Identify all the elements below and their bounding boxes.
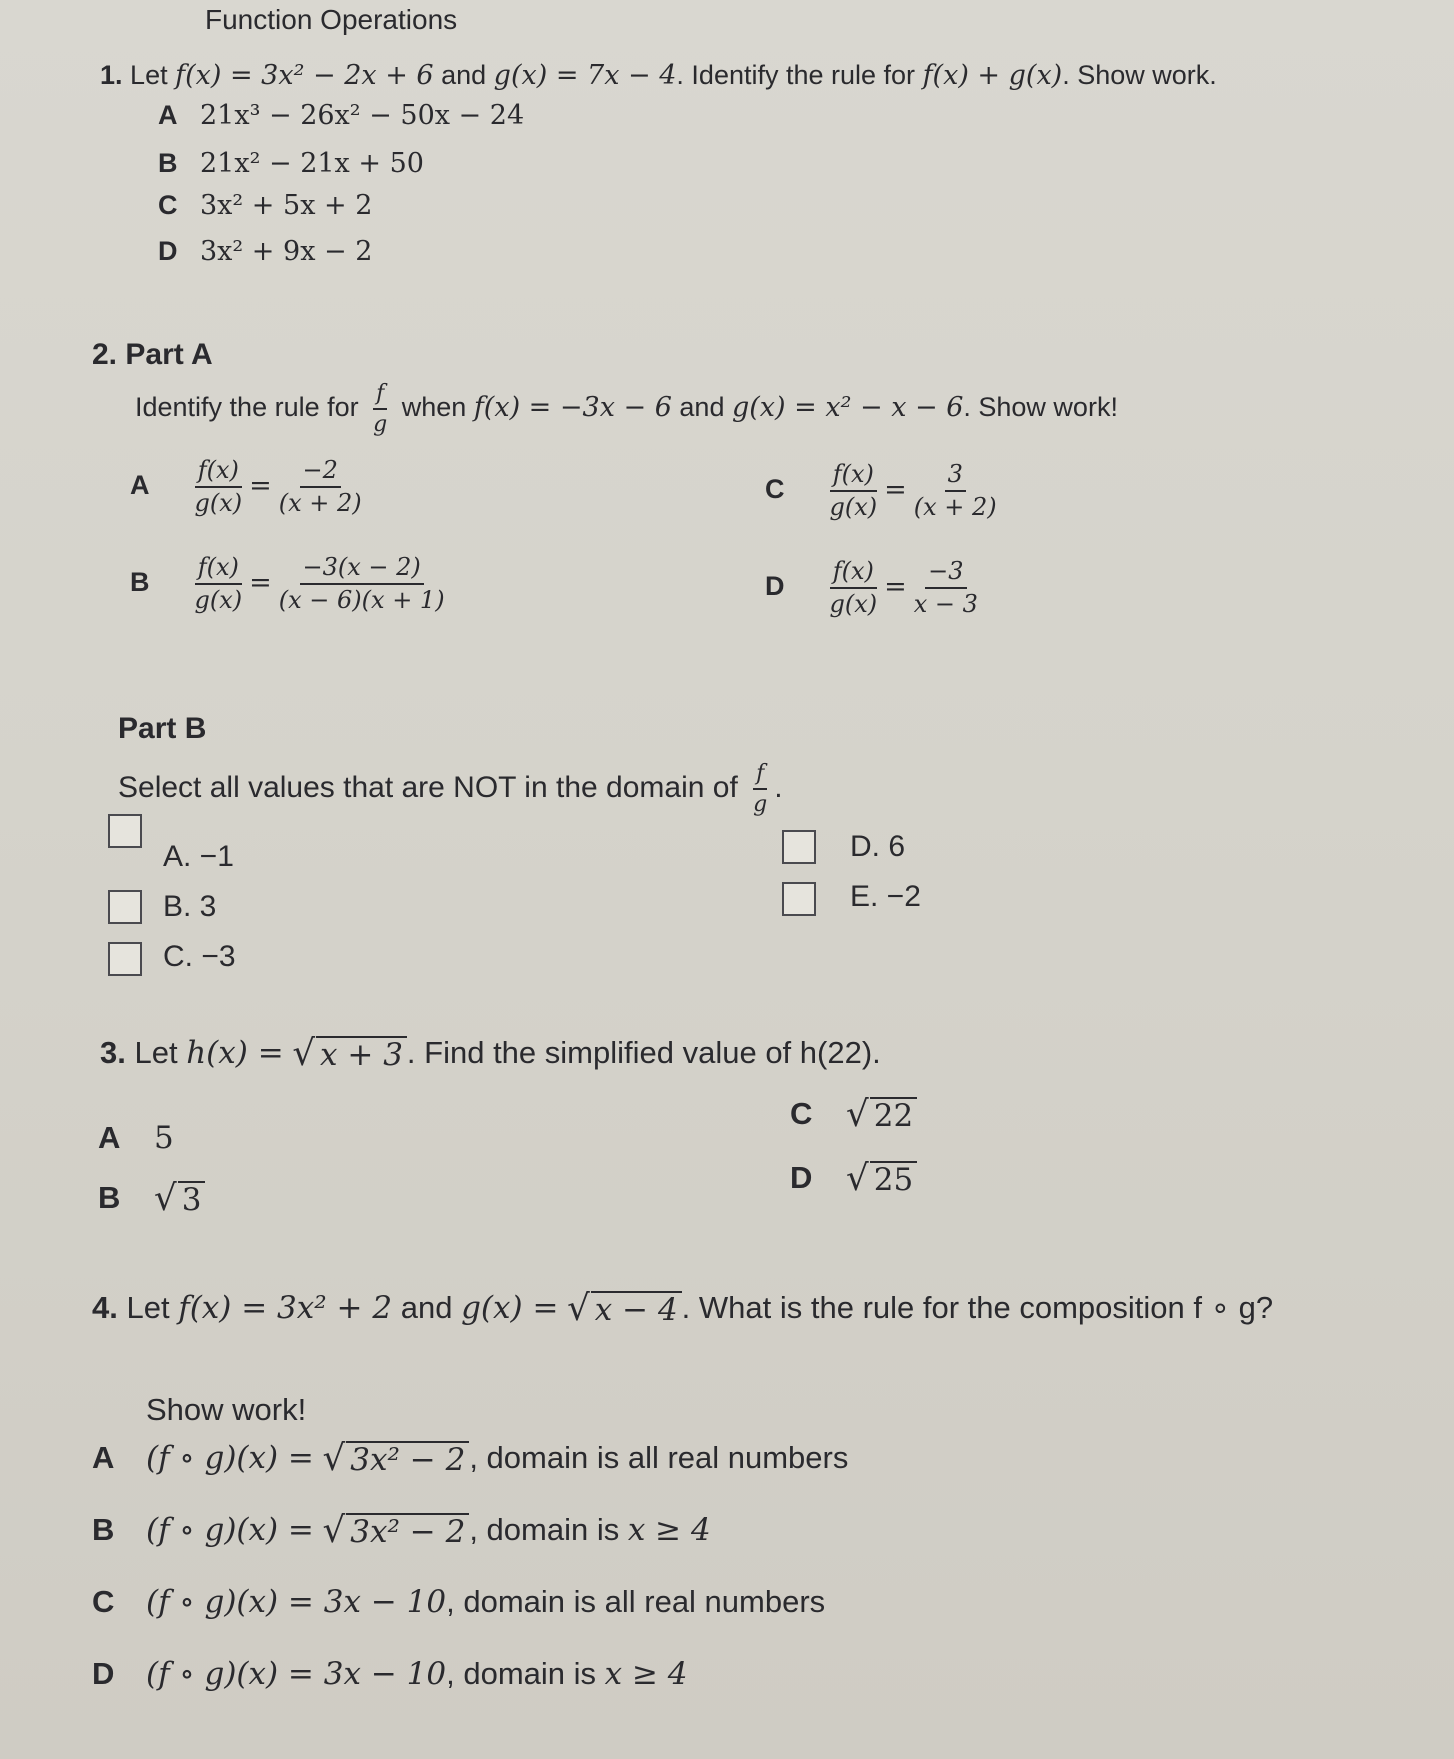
- q4-option-sqrt: √ 3x² − 2: [323, 1513, 470, 1551]
- q4-option-letter: D: [92, 1656, 115, 1691]
- q2-prompt-end: . Show work!: [963, 392, 1118, 423]
- q2-number: 2.: [92, 338, 118, 371]
- q3-option-letter: A: [98, 1120, 121, 1155]
- q1-option-d[interactable]: [158, 236, 372, 267]
- q2-and: and: [679, 392, 725, 423]
- q1-stem: [100, 60, 1217, 91]
- q3-stem: [100, 1032, 881, 1074]
- q2-lhs-fraction: $\frac{f(x)}{g(x)}$: [194, 553, 243, 615]
- q3-sqrt: √ x + 3: [292, 1036, 407, 1074]
- q1-option-text: 21x² − 21x + 50: [200, 148, 424, 179]
- q1-option-text: 21x³ − 26x² − 50x − 24: [200, 100, 525, 131]
- q1-option-text: 3x² + 9x − 2: [200, 236, 373, 267]
- q2-rhs-fraction: $\frac{-3}{x - 3}$: [913, 557, 978, 619]
- q2-part-b-label: Part B: [118, 712, 207, 745]
- q4-show-work: Show work!: [146, 1392, 307, 1427]
- q4-stem: [92, 1287, 1274, 1329]
- q2-option-letter: A: [130, 470, 150, 501]
- q4-option-lhs: (f ∘ g)(x) = 3x − 10: [146, 1656, 447, 1692]
- q2-rhs-fraction: $\frac{-2}{(x + 2)}$: [278, 456, 362, 518]
- checkbox-c[interactable]: [108, 942, 142, 976]
- q4-g-sqrt: √ x − 4: [567, 1291, 682, 1329]
- q3-option-d[interactable]: [790, 1157, 917, 1199]
- q2-option-letter: D: [765, 571, 785, 602]
- q4-option-sqrt: √ 3x² − 2: [323, 1441, 470, 1479]
- checkbox-d[interactable]: [782, 830, 816, 864]
- q1-number: 1.: [100, 60, 123, 90]
- q4-and: and: [400, 1290, 453, 1325]
- q4-option-a[interactable]: [92, 1437, 849, 1479]
- checkbox-a[interactable]: [108, 814, 142, 848]
- q4-option-lhs: (f ∘ g)(x) = 3x − 10: [146, 1584, 447, 1620]
- q2-when: when: [401, 392, 467, 423]
- sqrt-22: √ 22: [846, 1097, 917, 1135]
- q2-part-a-label: Part A: [125, 338, 213, 371]
- q4-option-letter: C: [92, 1584, 115, 1619]
- q3-number: 3.: [100, 1035, 126, 1070]
- q1-and: and: [441, 60, 487, 90]
- q3-h-lhs: h(x) =: [186, 1035, 284, 1071]
- q2-lhs-fraction: $\frac{f(x)}{g(x)}$: [829, 557, 878, 619]
- q1-g-def: g(x) = 7x − 4: [493, 60, 677, 91]
- q4-option-rest: , domain is: [469, 1512, 620, 1547]
- q2-rhs-fraction: $\frac{-3(x - 2)}{(x - 6)(x + 1)}$: [278, 553, 445, 615]
- q1-option-letter: D: [158, 236, 178, 266]
- q4-option-b[interactable]: [92, 1509, 711, 1551]
- q4-option-d[interactable]: [92, 1656, 688, 1692]
- q1-option-letter: A: [158, 100, 178, 130]
- q2-g-def: g(x) = x² − x − 6: [731, 392, 964, 424]
- q1-option-b[interactable]: [158, 148, 424, 179]
- q2-equals: =: [884, 571, 907, 603]
- q1-option-c[interactable]: [158, 190, 372, 221]
- q3-option-text: 5: [154, 1120, 174, 1156]
- q2-prompt-start: Identify the rule for: [135, 392, 359, 423]
- q1-prompt: . Identify the rule for: [676, 60, 916, 90]
- q3-option-letter: D: [790, 1160, 813, 1195]
- q2-f-def: f(x) = −3x − 6: [473, 392, 672, 424]
- q4-f-def: f(x) = 3x² + 2: [178, 1290, 393, 1326]
- q1-f-def: f(x) = 3x² − 2x + 6: [175, 60, 434, 91]
- q4-option-cond: x ≥ 4: [604, 1656, 688, 1692]
- q4-option-letter: A: [92, 1440, 115, 1475]
- q2-option-d[interactable]: [765, 559, 985, 617]
- q2-header: [92, 338, 213, 372]
- q2-equals: =: [249, 470, 272, 502]
- q3-option-a[interactable]: [98, 1120, 174, 1156]
- q2-option-letter: B: [130, 567, 150, 598]
- q2-rhs-fraction: $\frac{3}{(x + 2)}$: [913, 460, 997, 522]
- q1-option-letter: B: [158, 148, 178, 178]
- q2-prompt: [135, 382, 1118, 436]
- checkbox-e[interactable]: [782, 882, 816, 916]
- q3-option-c[interactable]: [790, 1093, 917, 1135]
- q2-f-over-g: $\frac{f}{g}$: [373, 381, 388, 438]
- q2-option-a[interactable]: [130, 458, 369, 516]
- q1-option-letter: C: [158, 190, 178, 220]
- q4-option-rest: , domain is: [446, 1656, 597, 1691]
- q4-option-lhs: (f ∘ g)(x) =: [146, 1512, 314, 1548]
- q1-end: . Show work.: [1062, 60, 1217, 90]
- checkbox-label-d: D. 6: [850, 830, 906, 863]
- q2-option-c[interactable]: [765, 462, 1004, 520]
- q3-option-b[interactable]: [98, 1177, 205, 1219]
- checkbox-label-c: C. −3: [163, 940, 236, 973]
- checkbox-label-a: A. −1: [163, 840, 234, 873]
- checkbox-label-e: E. −2: [850, 880, 921, 913]
- q1-option-a[interactable]: [158, 100, 524, 131]
- q4-option-rest: , domain is all real numbers: [469, 1440, 849, 1475]
- q2-option-letter: C: [765, 474, 785, 505]
- q1-let: Let: [130, 60, 168, 90]
- q2-equals: =: [249, 567, 272, 599]
- q4-option-c[interactable]: [92, 1584, 825, 1620]
- q4-option-cond: x ≥ 4: [627, 1512, 711, 1548]
- worksheet-title: Function Operations: [205, 4, 458, 35]
- sqrt-3: √ 3: [154, 1181, 205, 1219]
- q4-option-lhs: (f ∘ g)(x) =: [146, 1440, 314, 1476]
- q2-option-b[interactable]: [130, 555, 452, 613]
- q2-lhs-fraction: $\frac{f(x)}{g(x)}$: [829, 460, 878, 522]
- q3-prompt: . Find the simplified value of h(22).: [406, 1035, 881, 1070]
- q3-option-letter: C: [790, 1096, 813, 1131]
- q2-part-b-f-over-g: $\frac{f}{g}$: [753, 761, 768, 818]
- q4-number: 4.: [92, 1290, 118, 1325]
- q2-part-b-prompt: Select all values that are NOT in the domain of $\frac{f}{g}$ .: [118, 761, 783, 818]
- q4-option-rest: , domain is all real numbers: [446, 1584, 826, 1619]
- q4-let: Let: [126, 1290, 170, 1325]
- q3-let: Let: [134, 1035, 178, 1070]
- q4-prompt: . What is the rule for the composition f ∘ g?: [681, 1290, 1274, 1325]
- checkbox-b[interactable]: [108, 890, 142, 924]
- q3-option-letter: B: [98, 1180, 121, 1215]
- q1-target: f(x) + g(x): [922, 60, 1063, 91]
- q2-equals: =: [884, 474, 907, 506]
- checkbox-label-b: B. 3: [163, 890, 217, 923]
- q1-option-text: 3x² + 5x + 2: [200, 190, 373, 221]
- sqrt-25: √ 25: [846, 1161, 917, 1199]
- q2-lhs-fraction: $\frac{f(x)}{g(x)}$: [194, 456, 243, 518]
- q4-g-lhs: g(x) =: [461, 1290, 559, 1326]
- q4-option-letter: B: [92, 1512, 115, 1547]
